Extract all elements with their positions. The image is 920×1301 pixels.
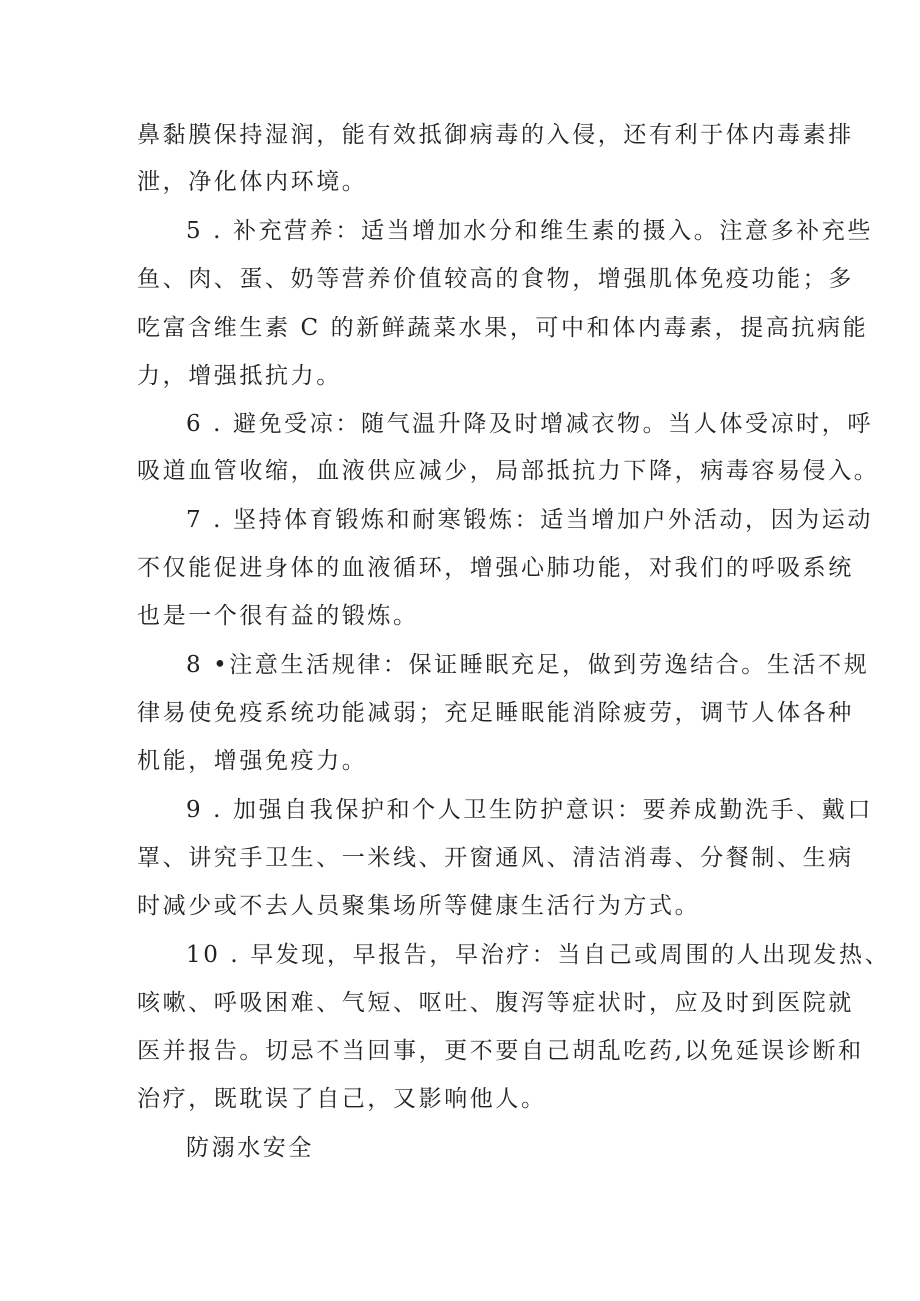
text-line: 罩、讲究手卫生、一米线、开窗通风、清洁消毒、分餐制、生病 bbox=[137, 845, 854, 871]
text-line: 吃富含维生素 C 的新鲜蔬菜水果，可中和体内毒素，提高抗病能 bbox=[137, 315, 869, 341]
text-line: 5 . 补充营养：适当增加水分和维生素的摄入。注意多补充些 bbox=[186, 218, 873, 244]
text-line: 8 •注意生活规律：保证睡眠充足，做到劳逸结合。生活不规 bbox=[186, 652, 870, 678]
text-line: 鱼、肉、蛋、奶等营养价值较高的食物，增强肌体免疫功能；多 bbox=[137, 266, 854, 292]
text-line: 治疗，既耽误了自己，又影响他人。 bbox=[137, 1086, 547, 1112]
text-line: 不仅能促进身体的血液循环，增强心肺功能，对我们的呼吸系统 bbox=[137, 555, 854, 581]
text-line: 也是一个很有益的锻炼。 bbox=[137, 603, 419, 629]
text-line: 咳嗽、呼吸困难、气短、呕吐、腹泻等症状时，应及时到医院就 bbox=[137, 990, 854, 1016]
section-heading: 防溺水安全 bbox=[186, 1135, 314, 1161]
text-line: 鼻黏膜保持湿润，能有效抵御病毒的入侵，还有利于体内毒素排 bbox=[137, 122, 854, 148]
text-line: 机能，增强免疫力。 bbox=[137, 748, 368, 774]
text-line: 吸道血管收缩，血液供应减少，局部抵抗力下降，病毒容易侵入。 bbox=[137, 458, 880, 484]
text-line: 泄，净化体内环境。 bbox=[137, 169, 368, 195]
text-line: 时减少或不去人员聚集场所等健康生活行为方式。 bbox=[137, 893, 701, 919]
text-line: 7 . 坚持体育锻炼和耐寒锻炼：适当增加户外活动，因为运动 bbox=[186, 507, 873, 533]
text-line: 医并报告。切忌不当回事，更不要自己胡乱吃药,以免延误诊断和 bbox=[137, 1038, 864, 1064]
text-line: 9 . 加强自我保护和个人卫生防护意识：要养成勤洗手、戴口 bbox=[186, 797, 873, 823]
text-line: 6 . 避免受凉：随气温升降及时增减衣物。当人体受凉时，呼 bbox=[186, 411, 873, 437]
text-line: 力，增强抵抗力。 bbox=[137, 363, 342, 389]
text-line: 10 . 早发现，早报告，早治疗：当自己或周围的人出现发热、 bbox=[186, 942, 891, 968]
text-line: 律易使免疫系统功能减弱；充足睡眠能消除疲劳，调节人体各种 bbox=[137, 700, 854, 726]
